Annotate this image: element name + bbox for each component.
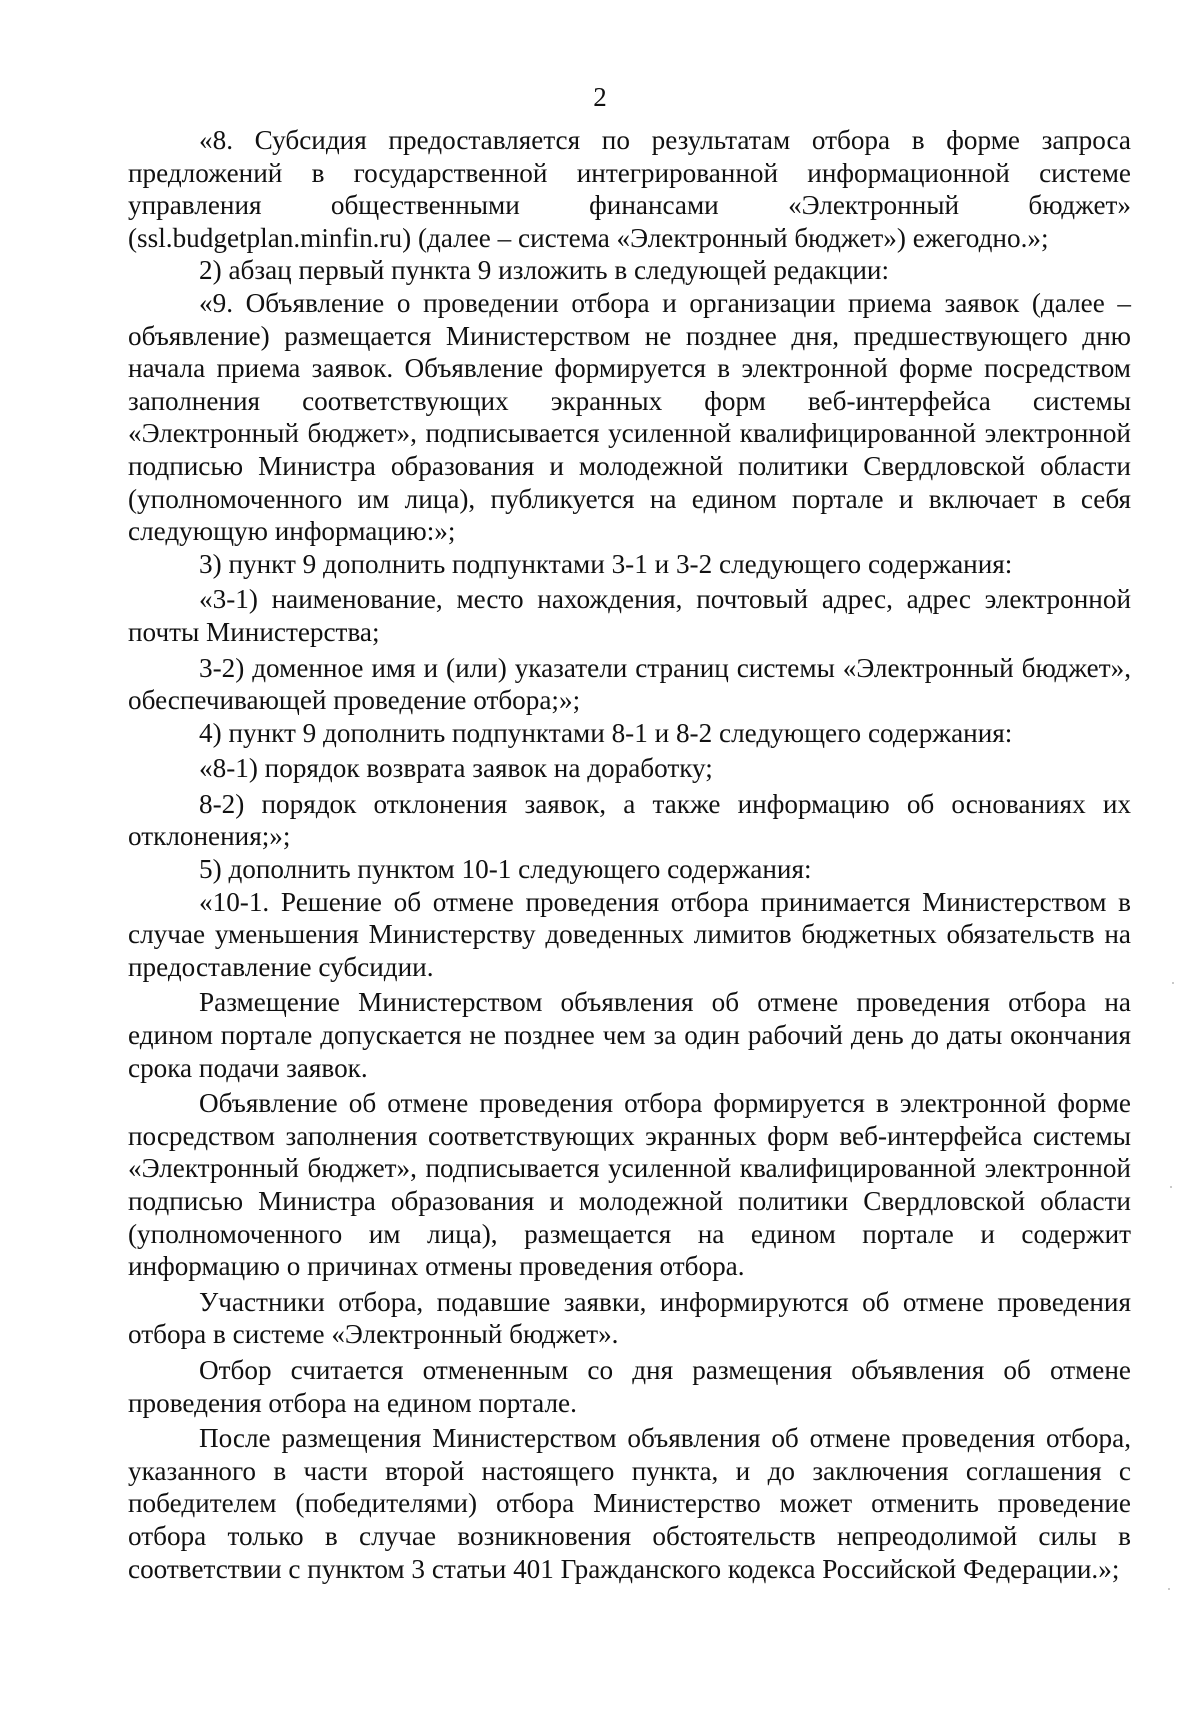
paragraph-subclause-3-2: 3-2) доменное имя и (или) указатели страниц системы «Электронный бюджет», обеспечивающей проведение отбора;»; [128, 652, 1131, 716]
page-number: 2 [593, 82, 607, 112]
paragraph-clause-10-1: «10-1. Решение об отмене проведения отбора принимается Министерством в случае уменьшения Министерству доведенных лимитов бюджетных обязательств на предоставление субсидии. [128, 886, 1131, 982]
scan-speck [1170, 1186, 1172, 1188]
paragraph-amendment-2: 2) абзац первый пункта 9 изложить в следующей редакции: [199, 255, 890, 286]
paragraph-amendment-5: 5) дополнить пунктом 10-1 следующего содержания: [199, 854, 812, 885]
paragraph-selection-cancelled: Отбор считается отмененным со дня размещения объявления об отмене проведения отбора на едином портале. [128, 1354, 1131, 1418]
paragraph-subclause-8-2: 8-2) порядок отклонения заявок, а также информацию об основаниях их отклонения;»; [128, 788, 1131, 852]
paragraph-subclause-8-1: «8-1) порядок возврата заявок на доработку; [199, 753, 713, 784]
paragraph-participants-notified: Участники отбора, подавшие заявки, информируются об отмене проведения отбора в системе «Электронный бюджет». [128, 1286, 1131, 1350]
paragraph-cancellation-posting: Размещение Министерством объявления об отмене проведения отбора на едином портале допускается не позднее чем за один рабочий день до даты окончания срока подачи заявок. [128, 987, 1131, 1083]
scan-speck [1168, 1588, 1170, 1590]
paragraph-clause-9-announcement: «9. Объявление о проведении отбора и организации приема заявок (далее – объявление) размещается Министерством не позднее дня, предшествующего дню начала приема заявок. Объявление формируется в электронной форме посредством заполнения соответствующих экранных форм веб-интерфейса системы «Электронный бюджет», подписывается усиленной квалифицированной электронной подписью Министра образования и молодежной политики Свердловской области (уполномоченного им лица), публикуется на едином портале и включает в себя следующую информацию:»; [128, 287, 1131, 547]
paragraph-amendment-4: 4) пункт 9 дополнить подпунктами 8-1 и 8-2 следующего содержания: [199, 717, 1013, 748]
document-body [128, 124, 1131, 1585]
paragraph-force-majeure: После размещения Министерством объявления об отмене проведения отбора, указанного в части второй настоящего пункта, и до заключения соглашения с победителем (победителями) отбора Министерство может отменить проведение отбора только в случае возникновения обстоятельств непреодолимой силы в соответствии с пунктом 3 статьи 401 Гражданского кодекса Российской Федерации.»; [128, 1423, 1131, 1584]
scan-speck [1172, 982, 1174, 984]
paragraph-subsidy-clause-8: «8. Субсидия предоставляется по результатам отбора в форме запроса предложений в государственной интегрированной информационной системе управления общественными финансами «Электронный бюджет» (ssl.budgetplan.minfin.ru) (далее – система «Электронный бюджет») ежегодно.»; [128, 125, 1131, 253]
paragraph-amendment-3: 3) пункт 9 дополнить подпунктами 3-1 и 3-2 следующего содержания: [199, 548, 1013, 579]
paragraph-cancellation-form: Объявление об отмене проведения отбора формируется в электронной форме посредством заполнения соответствующих экранных форм веб-интерфейса системы «Электронный бюджет», подписывается усиленной квалифицированной электронной подписью Министра образования и молодежной политики Свердловской области (уполномоченного им лица), размещается на едином портале и содержит информацию о причинах отмены проведения отбора. [128, 1088, 1131, 1282]
paragraph-subclause-3-1: «3-1) наименование, место нахождения, почтовый адрес, адрес электронной почты Министерства; [128, 584, 1131, 647]
